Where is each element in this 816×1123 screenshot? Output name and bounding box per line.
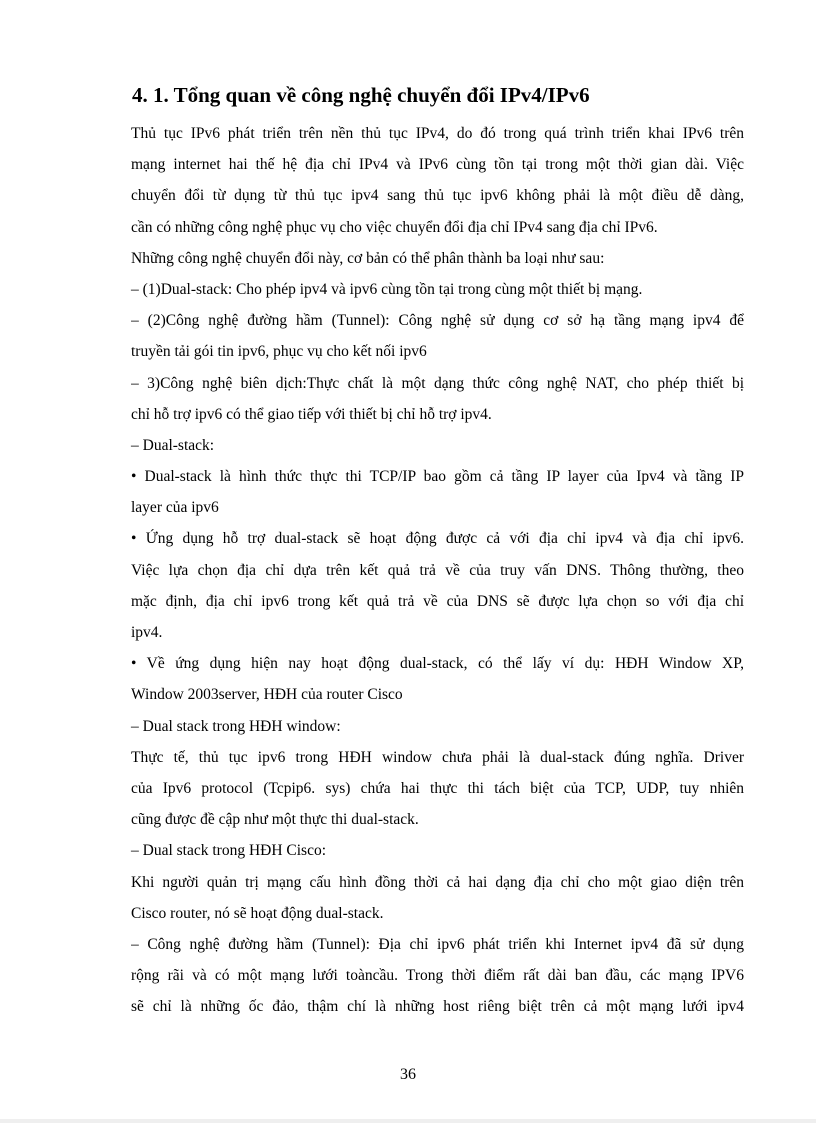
- page-number: 36: [400, 1066, 416, 1083]
- body-line: – 3)Công nghệ biên dịch:Thực chất là một dạng thức công nghệ NAT, cho phép thiết bị: [131, 374, 744, 392]
- body-line: ipv4.: [131, 624, 163, 641]
- body-line: Cisco router, nó sẽ hoạt động dual-stack.: [131, 904, 384, 922]
- body-line: Window 2003server, HĐH của router Cisco: [131, 686, 403, 704]
- body-line: truyền tải gói tin ipv6, phục vụ cho kết nối ipv6: [131, 343, 427, 361]
- body-line: – Dual stack trong HĐH Cisco:: [131, 842, 327, 860]
- body-line: mặc định, địa chỉ ipv6 trong kết quả trả về của DNS sẽ được lựa chọn so với địa chỉ: [131, 592, 744, 610]
- body-line: • Về ứng dụng hiện nay hoạt động dual-stack, có thể lấy ví dụ: HĐH Window XP,: [131, 655, 744, 673]
- body-line: • Ứng dụng hỗ trợ dual-stack sẽ hoạt động được cả với địa chỉ ipv4 và địa chỉ ipv6.: [131, 530, 744, 548]
- body-line: sẽ chỉ là những ốc đảo, thậm chí là những host riêng biệt trên cả một mạng lưới ipv4: [131, 998, 744, 1016]
- body-line: – (1)Dual-stack: Cho phép ipv4 và ipv6 cùng tồn tại trong cùng một thiết bị mạng.: [131, 280, 643, 298]
- body-line: Thực tế, thủ tục ipv6 trong HĐH window chưa phải là dual-stack đúng nghĩa. Driver: [131, 748, 744, 766]
- body-line: • Dual-stack là hình thức thực thi TCP/IP bao gồm cả tầng IP layer của Ipv4 và tầng IP: [131, 468, 744, 486]
- body-line: cần có những công nghệ phục vụ cho việc chuyển đổi địa chỉ IPv4 sang địa chỉ IPv6.: [131, 218, 658, 236]
- body-line: mạng internet hai thế hệ địa chỉ IPv4 và IPv6 cùng tồn tại trong một thời gian dài. Việc: [131, 156, 744, 174]
- body-line: chỉ hỗ trợ ipv6 có thể giao tiếp với thiết bị chỉ hỗ trợ ipv4.: [131, 405, 492, 423]
- section-heading: 4. 1. Tổng quan về công nghệ chuyển đổi IPv4/IPv6: [132, 83, 590, 107]
- body-line: Việc lựa chọn địa chỉ dựa trên kết quả trả về của truy vấn DNS. Thông thường, theo: [131, 561, 744, 579]
- body-line: chuyển đổi từ dụng từ thủ tục ipv4 sang thủ tục ipv6 không phải là một điều dễ dàng,: [131, 187, 744, 205]
- body-line: – (2)Công nghệ đường hầm (Tunnel): Công nghệ sử dụng cơ sở hạ tầng mạng ipv4 để: [131, 312, 744, 330]
- body-line: cũng được đề cập như một thực thi dual-stack.: [131, 811, 419, 829]
- body-line: Thủ tục IPv6 phát triển trên nền thủ tục IPv4, do đó trong quá trình triển khai IPv6 trên: [131, 125, 744, 142]
- body-line: – Công nghệ đường hầm (Tunnel): Địa chỉ ipv6 phát triển khi Internet ipv4 đã sử dụng: [131, 935, 744, 953]
- body-line: layer của ipv6: [131, 499, 219, 517]
- body-line: Những công nghệ chuyển đổi này, cơ bản có thể phân thành ba loại như sau:: [131, 249, 605, 267]
- body-line: rộng rãi và có một mạng lưới toàncầu. Trong thời điểm rất dài ban đầu, các mạng IPV6: [131, 967, 744, 985]
- body-line: – Dual-stack:: [131, 436, 215, 454]
- body-line: Khi người quản trị mạng cấu hình đồng thời cả hai dạng địa chỉ cho một giao diện trên: [131, 873, 744, 891]
- body-line: – Dual stack trong HĐH window:: [131, 717, 341, 735]
- body-line: của Ipv6 protocol (Tcpip6. sys) chứa hai thực thi tách biệt của TCP, UDP, tuy nhiên: [131, 779, 744, 797]
- page-bottom-edge: [0, 1119, 816, 1123]
- body-text: [131, 118, 744, 1022]
